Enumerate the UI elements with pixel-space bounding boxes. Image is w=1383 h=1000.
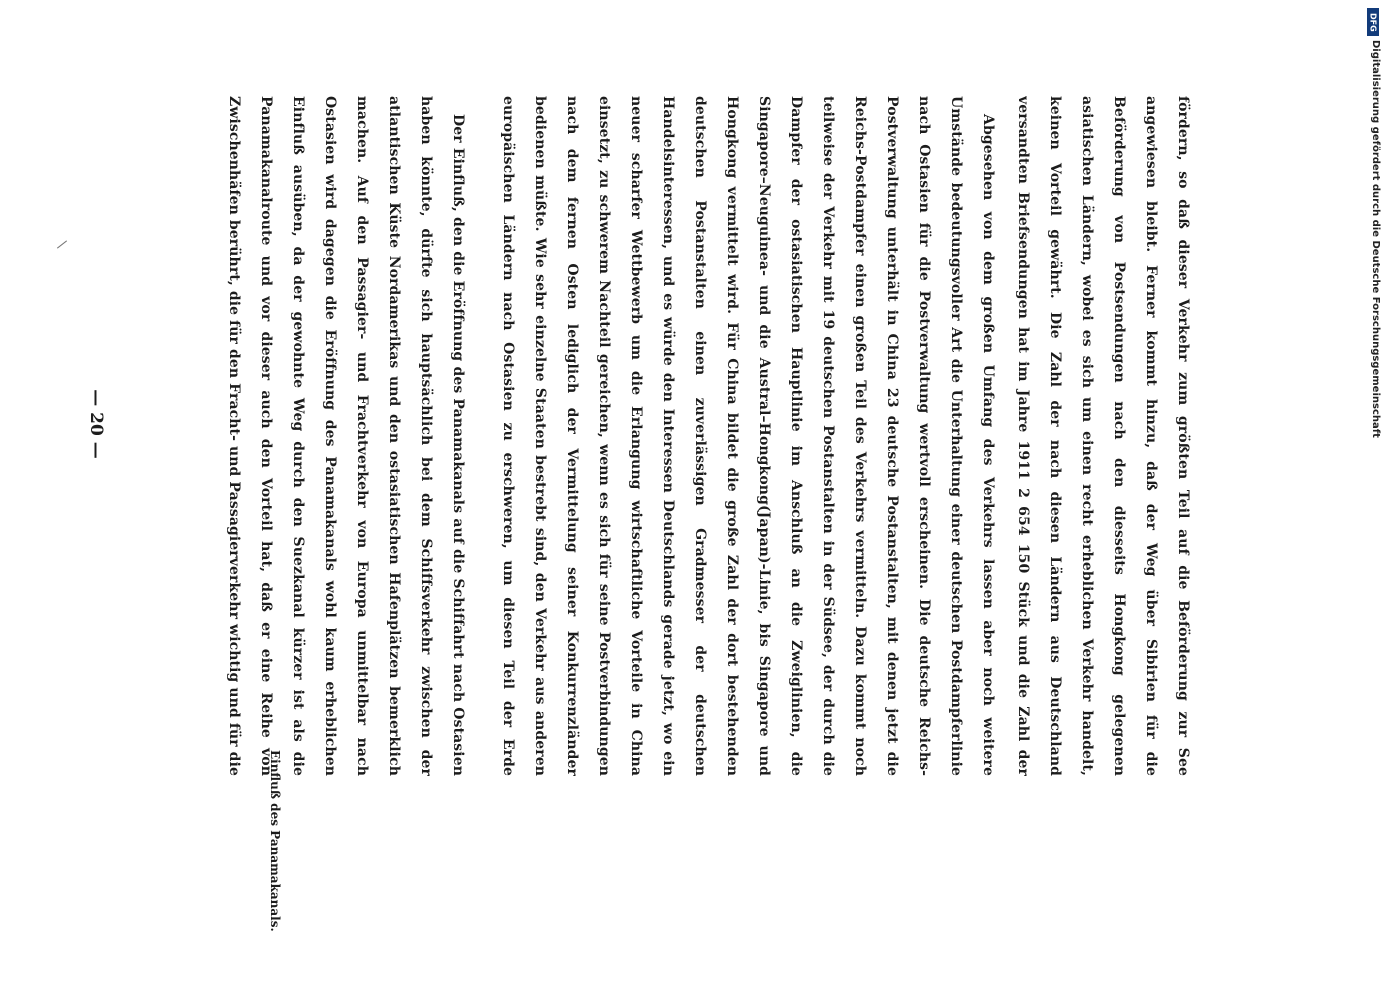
page-number: — 20 — — [86, 389, 106, 459]
digitization-credit: Digitalisierung gefördert durch die Deutsche Forschungsgemeinschaft — [1370, 40, 1381, 438]
paragraph-1-text: fördern, so daß dieser Verkehr zum größten Teil auf die Beförderung zur See angewiesen bleibt. Ferner kommt hinzu, daß der Weg über Sibirien für die Beförderung von Postsendungen nach den diesseits Hongkong gelegenen asiatischen Ländern, wobei es sich um einen recht erheblichen Verkehr handelt, keinen Vorteil gewährt. Die Zahl der nach diesen Ländern aus Deutschland versandten Briefsendungen hat im Jahre 1911 2 654 150 Stück und die Zahl der — [1015, 96, 1191, 776]
paragraph-3 — [214, 96, 474, 776]
paragraph-1 — [1004, 96, 1199, 776]
paragraph-2-text: Abgesehen von dem großen Umfang des Verkehrs lassen aber noch weitere Umstände bedeutungsvoller Art die Unterhaltung einer deutschen Postdampferlinie nach Ostasien für die Postverwaltung wertvoll erscheinen. Die deutsche Reichs-Postverwaltung unterhält in China 23 deutsche Postanstalten, mit denen jetzt die Reichs-Postdampfer einen großen Teil des Verkehrs vermitteln. Dazu kommt noch teilweise der Verkehr mit 19 deutschen Postanstalten in der Südsee, der durch die Dampfer der ostasiatischen Hauptlinie im Anschluß an die Zweiglinien, die Singapore–Neuguinea- und die Austral–Hongkong(Japan)-Linie, bis Singapore und Hongkong vermittelt wird. Für China bildet die große Zahl der dort bestehenden deutschen Postanstalten einen zuverlässigen Gradmesser der deutschen Handelsinteressen, und es würde den Interessen Deutschlands gerade jetzt, wo ein neuer scharfer Wettbewerb um die Erlangung wirtschaftliche Vorteile in China einsetzt, zu schwerem Nachteil gereichen, wenn es sich für seine Postverbindungen nach dem fernen Osten lediglich der Vermittelung seiner Konkurrenzländer bedienen müßte. Wie sehr einzelne Staaten bestrebt sind, den Verkehr aus anderen europäischen Ländern nach Ostasien zu erschweren, um diesen Teil der Erde — [500, 96, 996, 776]
dfg-logo: DFG — [1367, 8, 1379, 36]
paragraph-2 — [484, 96, 1004, 776]
page-body — [119, 96, 1199, 776]
margin-note: Einfluß des Panamakanals. — [268, 750, 282, 932]
stray-mark — [57, 240, 67, 248]
paragraph-3-text: Der Einfluß, den die Eröffnung des Panamakanals auf die Schiffahrt nach Ostasien haben könnte, dürfte sich hauptsächlich bei dem Schiffsverkehr zwischen der atlantischen Küste Nordamerikas und den ostasiatischen Hafenplätzen bemerklich machen. Auf den Passagier- und Frachtverkehr von Europa unmittelbar nach Ostasien wird dagegen die Eröffnung des Panamakanals wohl kaum erheblichen Einfluß ausüben, da der gewohnte Weg durch den Suezkanal kürzer ist als die Panamakanalroute und vor dieser auch den Vorteil hat, daß er eine Reihe von Zwischenhäfen berührt, die für den Fracht- und Passagierverkehr wichtig und für die — [226, 96, 466, 776]
